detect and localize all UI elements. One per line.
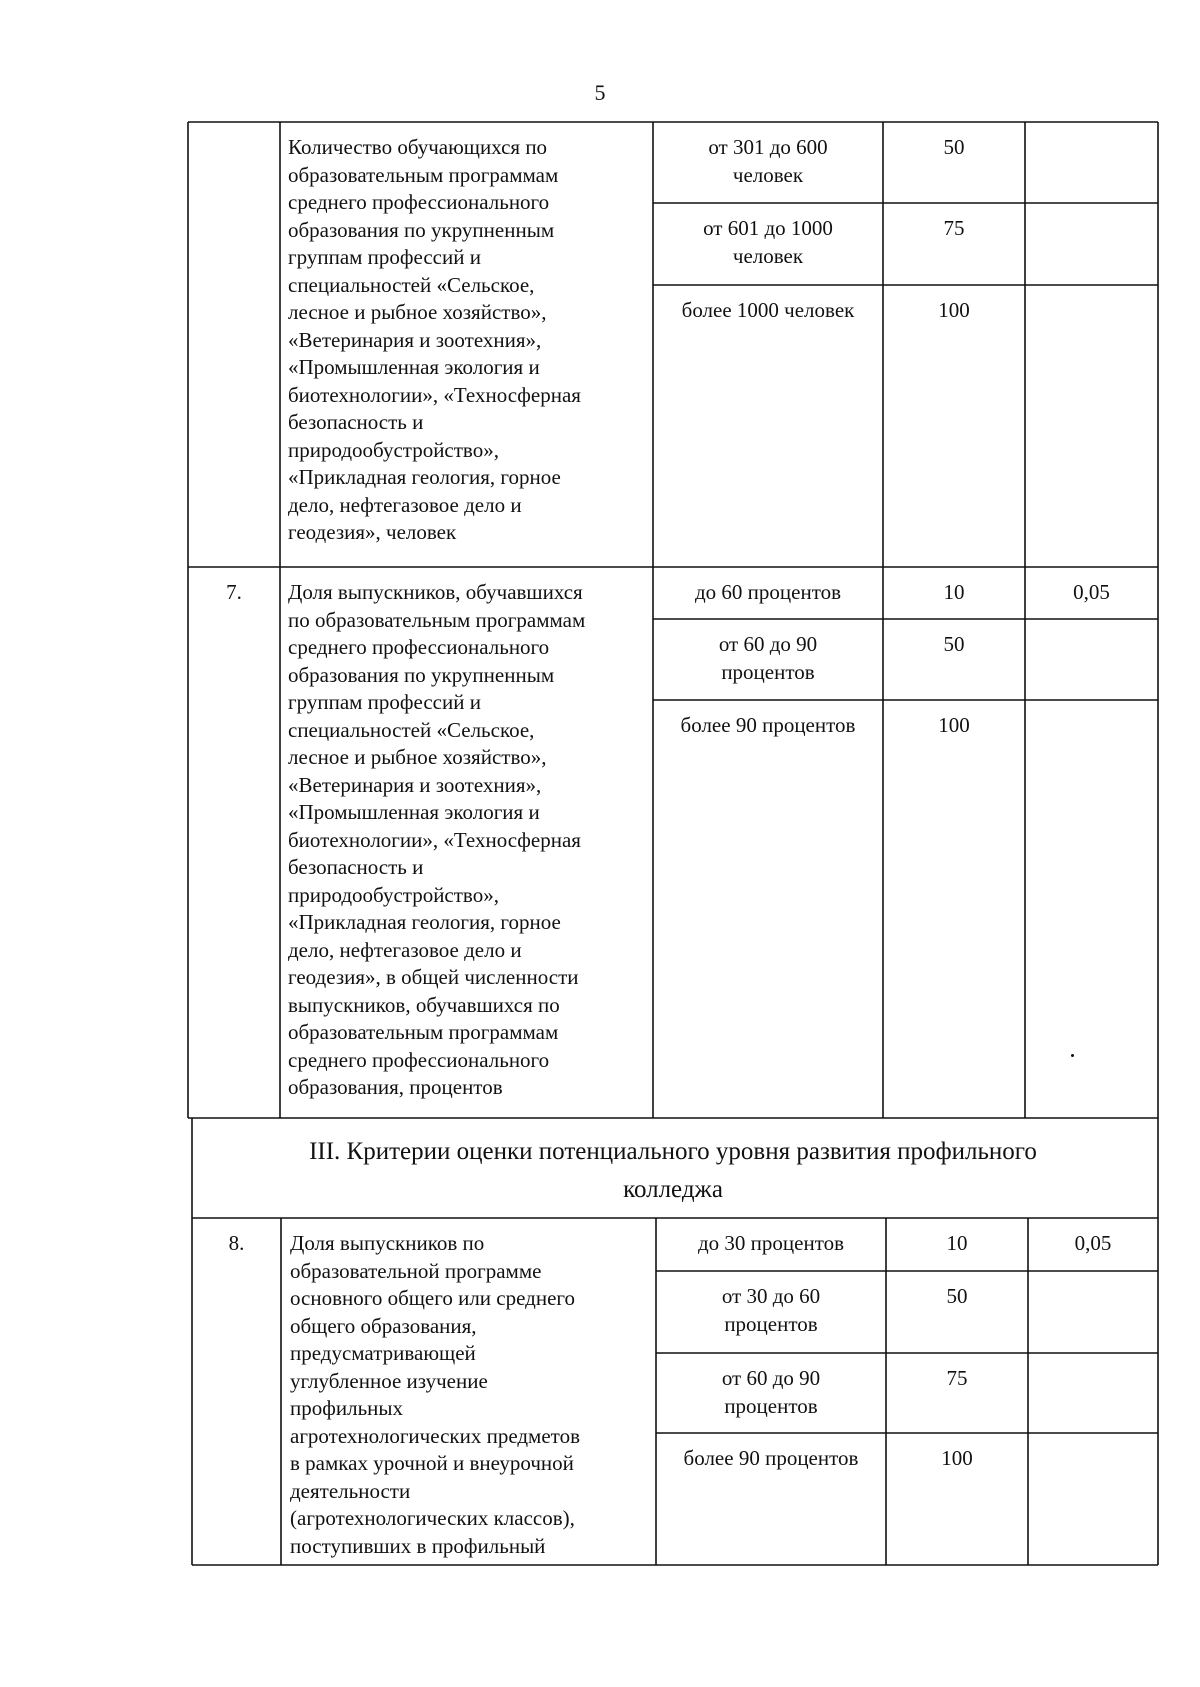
level-score-8-1: 10: [946, 1231, 968, 1255]
row-number-8: 8.: [228, 1231, 245, 1255]
level-score-7-2: 50: [943, 632, 965, 656]
page-number: 5: [594, 80, 606, 105]
criterion-text-7: Доля выпускников, обучавшихся по образовательным программам среднего профессионального образования по укрупненным группам профессий и специальностей «Сельское, лесное и рыбное хозяйство», «Ветеринария и зоотехния», «Промышленная экология и биотехнологии», «Техносферная безопасность и природообустройство», «Прикладная геология, горное дело, нефтегазовое дело и геодезия», в общей численности выпускников, обучавшихся по образовательным программам среднего профессионального образования, процентов: [288, 580, 586, 1099]
level-score-8-4: 100: [941, 1446, 973, 1470]
level-score-1-3: 100: [938, 298, 970, 322]
criterion-text-8: Доля выпускников по образовательной программе основного общего или среднего общего образования, предусматривающей углубленное изучение профильных агротехнологических предметов в рамках урочной и внеурочной деятельности (агротехнологических классов), поступивших в профильный: [290, 1231, 580, 1558]
level-score-8-2: 50: [946, 1284, 968, 1308]
level-range-1-1: от 301 до 600 человек: [708, 135, 828, 187]
section-heading: III. Критерии оценки потенциального уровня развития профильного колледжа: [309, 1138, 1037, 1203]
level-score-7-1: 10: [943, 580, 965, 604]
level-range-8-4: более 90 процентов: [683, 1446, 859, 1470]
level-range-1-2: от 601 до 1000 человек: [703, 216, 833, 268]
weight-7: 0,05: [1073, 580, 1110, 604]
row-number-7: 7.: [226, 580, 242, 604]
level-range-7-2: от 60 до 90 процентов: [718, 632, 818, 684]
weight-8: 0,05: [1074, 1231, 1112, 1255]
level-range-7-3: более 90 процентов: [680, 713, 856, 737]
level-range-8-3: от 60 до 90 процентов: [721, 1366, 821, 1418]
criterion-text-1: Количество обучающихся по образовательным программам среднего профессионального образования по укрупненным группам профессий и специальностей «Сельское, лесное и рыбное хозяйство», «Ветеринария и зоотехния», «Промышленная экология и биотехнологии», «Техносферная безопасность и природообустройство», «Прикладная геология, горное дело, нефтегазовое дело и геодезия», человек: [288, 135, 581, 544]
level-range-1-3: более 1000 человек: [681, 298, 855, 322]
stray-mark: [1071, 1054, 1074, 1057]
level-range-8-2: от 30 до 60 процентов: [721, 1284, 821, 1336]
level-range-7-1: до 60 процентов: [694, 580, 842, 604]
level-score-1-1: 50: [943, 135, 965, 159]
level-range-8-1: до 30 процентов: [697, 1231, 845, 1255]
level-score-1-2: 75: [943, 216, 965, 240]
level-score-8-3: 75: [946, 1366, 968, 1390]
level-score-7-3: 100: [938, 713, 970, 737]
